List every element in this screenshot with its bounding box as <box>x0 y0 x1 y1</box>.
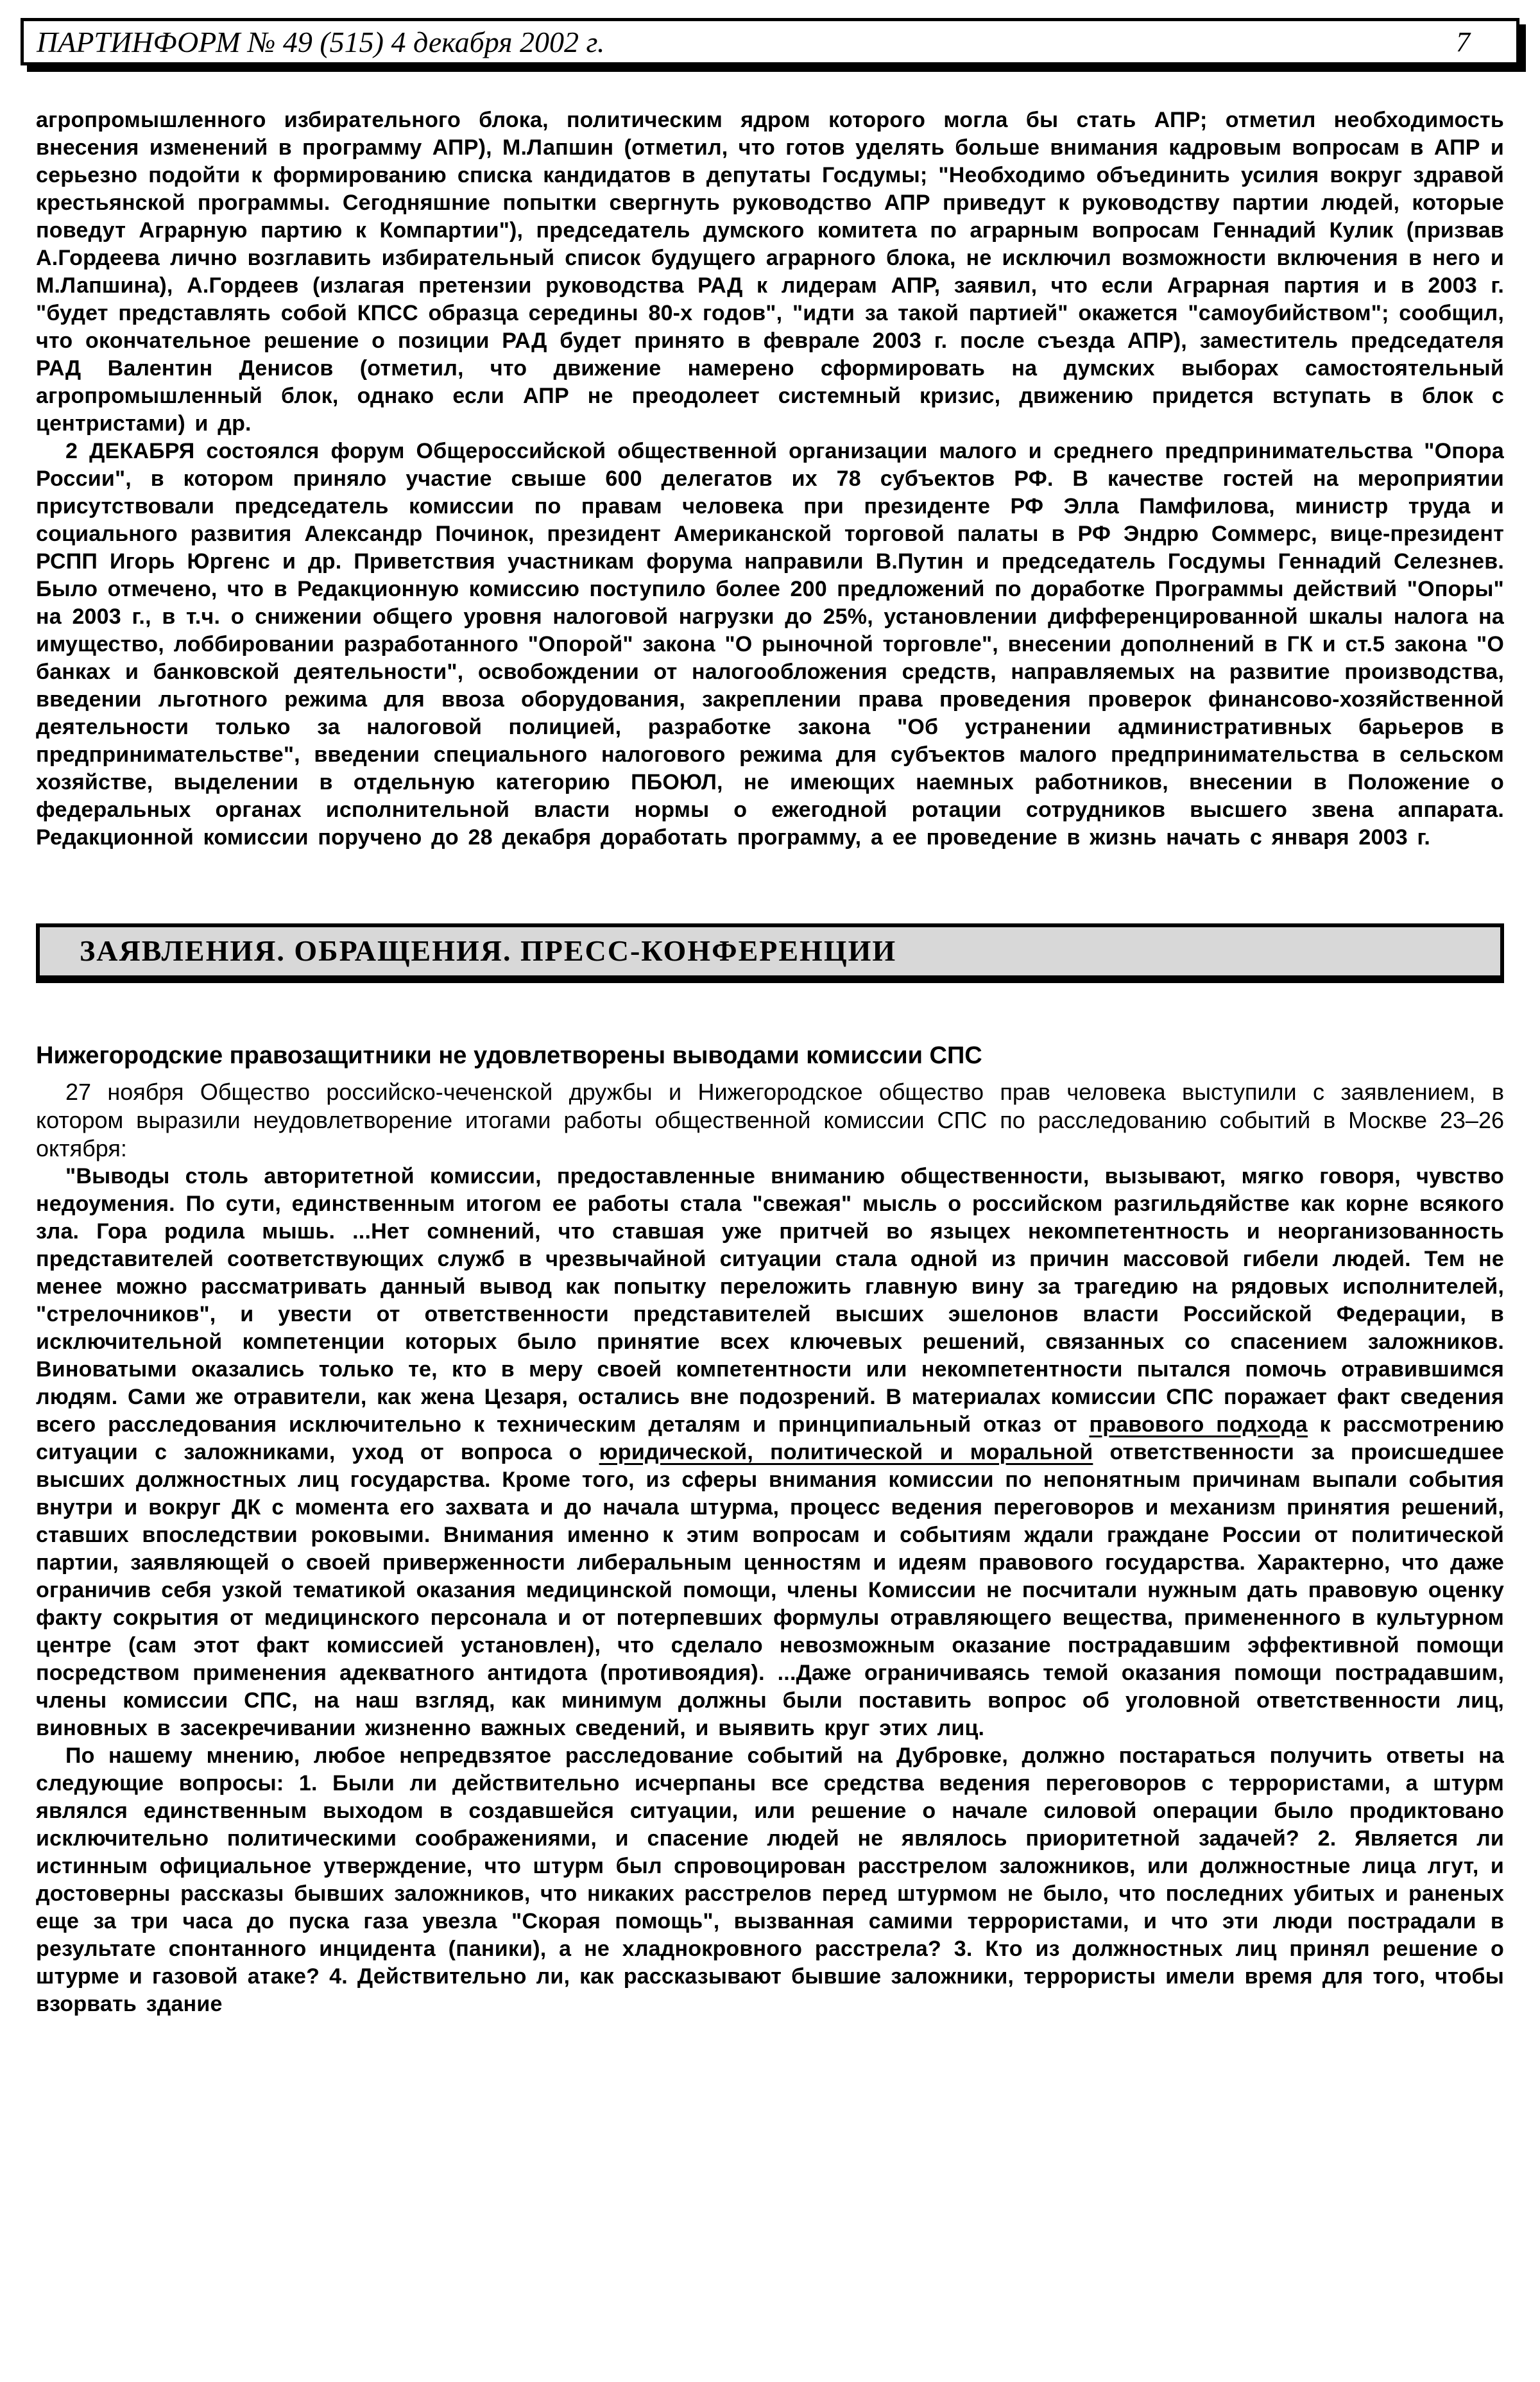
section-title: ЗАЯВЛЕНИЯ. ОБРАЩЕНИЯ. ПРЕСС-КОНФЕРЕНЦИИ <box>80 934 897 967</box>
page-content <box>21 107 1519 2018</box>
statement-part-3: ответственности за происшедшее высших должностных лиц государства. Кроме того, из сферы внимания комиссии по непонятным причинам выпали события внутри и вокруг ДК с момента его захвата и до начала штурма, процесс ведения переговоров и механизм принятия решений, ставших впоследствии роковыми. Внимания именно к этим вопросам и событиям ждали граждане России от политической партии, заявляющей о своей приверженности либеральным ценностям и идеям правового государства. Характерно, что даже ограничив себя узкой тематикой оказания медицинской помощи, члены Комиссии не посчитали нужным дать правовую оценку факту сокрытия от медицинского персонала и от потерпевших формулы отравляющего вещества, примененного в культурном центре (сам этот факт комиссией установлен), что сделало невозможным оказание пострадавшим эффективной помощи посредством применения адекватного антидота (противоядия). ...Даже ограничиваясь темой оказания помощи пострадавшим, члены комиссии СПС, на наш взгляд, как минимум должны были поставить вопрос об уголовной ответственности лиц, виновных в засекречивании жизненно важных сведений, и выявить круг этих лиц. <box>36 1440 1505 1740</box>
section-header-banner <box>36 923 1504 983</box>
statement-part-2: к рассмотрению ситуации с заложниками, уход от вопроса о <box>36 1412 1504 1464</box>
statement-part-1: "Выводы столь авторитетной комиссии, предоставленные вниманию общественности, вызывают, мягко говоря, чувство недоумения. По сути, единственным итогом ее работы стала "свежая" мысль о российском разгильдяйстве как корне всякого зла. Гора родила мышь. ...Нет сомнений, что ставшая уже притчей во языцех некомпетентность и неорганизованность представителей соответствующих служб в чрезвычайной ситуации стала одной из причин массовой гибели людей. Тем не менее можно рассматривать данный вывод как попытку переложить главную вину за трагедию на рядовых исполнителей, "стрелочников", и увести от ответственности представителей высших эшелонов власти Российской Федерации, в исключительной компетенции которых было принятие всех ключевых решений, связанных со спасением заложников. Виноватыми оказались только те, кто в меру своей компетентности или некомпетентности пытался помочь отравившимся людям. Сами же отравители, как жена Цезаря, остались вне подозрений. В материалах комиссии СПС поражает факт сведения всего расследования исключительно к техническим деталям и принципиальный отказ от <box>36 1164 1504 1437</box>
statement-underline-2: юридической, политической и моральной <box>599 1440 1093 1464</box>
article-title: Нижегородские правозащитники не удовлетворены выводами комиссии СПС <box>36 1042 982 1069</box>
article-lead-paragraph: 27 ноября Общество российско-чеченской дружбы и Нижегородское общество прав человека выступили с заявлением, в котором выразили неудовлетворение итогами работы общественной комиссии СПС по расследованию событий в Москве 23–26 октября: <box>36 1079 1504 1161</box>
newsletter-title: ПАРТИНФОРМ № 49 (515) 4 декабря 2002 г. <box>37 25 605 58</box>
paragraph-opora-forum: 2 ДЕКАБРЯ состоялся форум Общероссийской общественной организации малого и среднего предпринимательства "Опора России", в котором приняло участие свыше 600 делегатов их 78 субъектов РФ. В качестве гостей на мероприятии присутствовали председатель комиссии по правам человека при президенте РФ Элла Памфилова, министр труда и социального развития Александр Починок, президент Американской торговой палаты в РФ Эндрю Соммерс, вице-президент РСПП Игорь Юргенс и др. Приветствия участникам форума направили В.Путин и председатель Госдумы Геннадий Селезнев. Было отмечено, что в Редакционную комиссию поступило более 200 предложений по доработке Программы действий "Опоры" на 2003 г., в т.ч. о снижении общего уровня налоговой нагрузки до 25%, установлении дифференцированной шкалы налога на имущество, лоббировании разработанного "Опорой" закона "О рыночной торговле", внесении дополнений в ГК и ст.5 закона "О банках и банковской деятельности", освобождении от налогообложения средств, направляемых на развитие производства, введении льготного режима для ввоза оборудования, закреплении права проведения проверок финансово-хозяйственной деятельности только за налоговой полицией, разработке закона "Об устранении административных барьеров в предпринимательстве", введении специального налогового режима для субъектов малого предпринимательства в сельском хозяйстве, выделении в отдельную категорию ПБОЮЛ, не имеющих наемных работников, внесении в Положение о федеральных органах исполнительной власти нормы о ежегодной ротации сотрудников высшего звена аппарата. Редакционной комиссии поручено до 28 декабря доработать программу, а ее проведение в жизнь начать с января 2003 г. <box>36 439 1504 850</box>
page-number: 7 <box>1456 26 1470 58</box>
page-header <box>21 18 1519 65</box>
statement-paragraph <box>36 1163 1504 1742</box>
statement-underline-1: правового подхода <box>1089 1412 1308 1437</box>
paragraph-apr-bloc: агропромышленного избирательного блока, политическим ядром которого могла бы стать АПР; отметил необходимость внесения изменений в программу АПР), М.Лапшин (отметил, что готов уделять больше внимания кадровым вопросам в АПР и серьезно подойти к формированию списка кандидатов в депутаты Госдумы; "Необходимо объединить усилия вокруг здравой крестьянской программы. Сегодняшние попытки свергнуть руководство АПР приведут к руководству партии людей, которые поведут Аграрную партию к Компартии"), председатель думского комитета по аграрным вопросам Геннадий Кулик (призвав А.Гордеева лично возглавить избирательный список будущего аграрного блока, не исключил возможности включения в него и М.Лапшина), А.Гордеев (излагая претензии руководства РАД к лидерам АПР, заявил, что если Аграрная партия и в 2003 г. "будет представлять собой КПСС образца середины 80-х годов", "идти за такой партией" окажется "самоубийством"; сообщил, что окончательное решение о позиции РАД будет принято в феврале 2003 г. после съезда АПР), заместитель председателя РАД Валентин Денисов (отметил, что движение намерено сформировать на думских выборах самостоятельный агропромышленный блок, однако если АПР не преодолеет системный кризис, движению придется вступать в блок с центристами) и др. <box>36 108 1504 436</box>
questions-paragraph: По нашему мнению, любое непредвзятое расследование событий на Дубровке, должно постараться получить ответы на следующие вопросы: 1. Были ли действительно исчерпаны все средства ведения переговоров с террористами, а штурм являлся единственным выходом в создавшейся ситуации, или решение о начале силовой операции было продиктовано исключительно политическими соображениями, и спасение людей не являлось приоритетной задачей? 2. Является ли истинным официальное утверждение, что штурм был спровоцирован расстрелом заложников, или должностные лица лгут, и достоверны рассказы бывших заложников, что никаких расстрелов перед штурмом не было, что последних убитых и раненых еще за три часа до пуска газа увезла "Скорая помощь", вызванная самими террористами, и что эти люди пострадали в результате спонтанного инцидента (паники), а не хладнокровного расстрела? 3. Кто из должностных лиц принял решение о штурме и газовой атаке? 4. Действительно ли, как рассказывают бывшие заложники, террористы имели время для того, чтобы взорвать здание <box>36 1744 1504 2016</box>
